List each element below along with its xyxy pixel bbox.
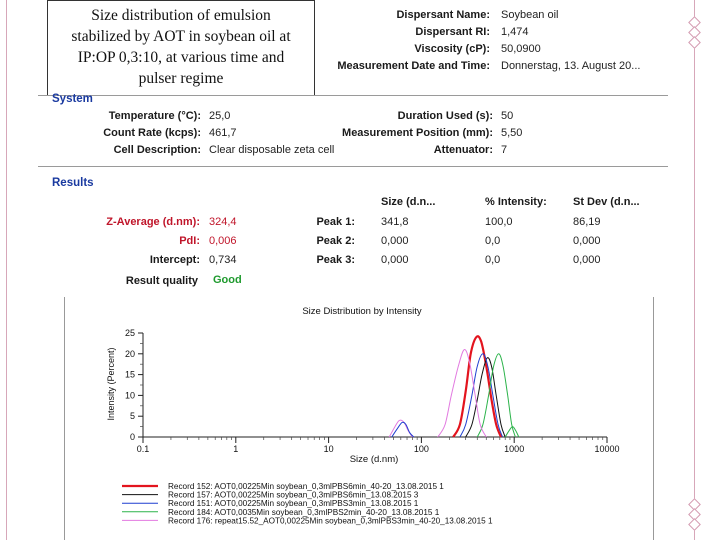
peak-3-size: 0,000 xyxy=(381,254,409,266)
legend-label-1: Record 157: AOT0,00225Min soybean_0,3mlPBS6min_13.08.2015 3 xyxy=(168,490,419,500)
peak-1-label: Peak 1: xyxy=(316,216,355,228)
x-tick-label-1: 1 xyxy=(233,444,239,454)
y-tick-label-4: 20 xyxy=(124,348,135,359)
slide-caption xyxy=(47,0,315,96)
peak-1-size: 341,8 xyxy=(381,216,409,228)
cell-description-label: Cell Description: xyxy=(113,144,201,156)
legend-label-0: Record 152: AOT0,00225Min soybean_0,3mlPBS6min_40-20_13.08.2015 1 xyxy=(168,482,444,491)
measurement-position-label: Measurement Position (mm): xyxy=(342,127,493,139)
count-rate-label: Count Rate (kcps): xyxy=(103,127,201,139)
intercept-label: Intercept: xyxy=(149,254,200,266)
measurement-date-label: Measurement Date and Time: xyxy=(337,60,490,72)
peak-3-intensity: 0,0 xyxy=(485,254,501,266)
viscosity-value: 50,0900 xyxy=(501,43,541,55)
slide-border-right xyxy=(694,0,695,540)
attenuator-label: Attenuator: xyxy=(433,144,493,156)
intercept-value: 0,734 xyxy=(209,254,237,266)
chart-ylabel: Intensity (Percent) xyxy=(106,347,116,421)
pdi-value: 0,006 xyxy=(209,235,237,247)
peak-1-stdev: 86,19 xyxy=(573,216,601,228)
pdi-label: PdI: xyxy=(179,235,200,247)
col-size-header: Size (d.n... xyxy=(381,196,436,208)
y-tick-label-2: 10 xyxy=(124,390,135,401)
peak-2-stdev: 0,000 xyxy=(573,235,601,247)
result-quality-value: Good xyxy=(213,274,242,286)
col-intensity-header: % Intensity: xyxy=(485,196,547,208)
result-quality-label: Result quality xyxy=(125,275,198,287)
duration-label: Duration Used (s): xyxy=(397,110,493,122)
duration-value: 50 xyxy=(501,110,514,122)
chart-xlabel: Size (d.nm) xyxy=(349,454,399,465)
measurement-position-value: 5,50 xyxy=(501,127,523,139)
peak-1-intensity: 100,0 xyxy=(485,216,513,228)
z-average-label: Z-Average (d.nm): xyxy=(106,216,200,228)
temperature-label: Temperature (°C): xyxy=(108,110,201,122)
temperature-value: 25,0 xyxy=(209,110,231,122)
x-tick-label-5: 10000 xyxy=(594,444,620,454)
legend-label-2: Record 151: AOT0,00225Min soybean_0,3mlPBS3min_13.08.2015 1 xyxy=(168,499,419,509)
dispersant-ri-label: Dispersant RI: xyxy=(415,26,490,38)
y-tick-label-3: 15 xyxy=(124,369,135,380)
system-section-title: System xyxy=(52,93,93,105)
results-divider xyxy=(38,166,668,167)
y-tick-label-5: 25 xyxy=(124,328,135,338)
peak-3-label: Peak 3: xyxy=(316,254,355,266)
measurement-date-value: Donnerstag, 13. August 20... xyxy=(501,60,641,72)
legend-label-4: Record 176: repeat15.52_AOT0,00225Min soybean_0,3mlPBS3min_40-20_13.08.2015 1 xyxy=(168,516,493,526)
cell-description-value: Clear disposable zeta cell xyxy=(209,144,335,156)
size-distribution-chart-panel xyxy=(64,297,654,540)
dispersant-ri-value: 1,474 xyxy=(501,26,529,38)
results-section-title: Results xyxy=(52,177,94,189)
peak-2-label: Peak 2: xyxy=(316,235,355,247)
x-tick-label-2: 10 xyxy=(323,444,334,454)
col-stdev-header: St Dev (d.n... xyxy=(573,196,640,208)
viscosity-label: Viscosity (cP): xyxy=(414,43,490,55)
caption-line-1: Size distribution of emulsion xyxy=(91,7,271,24)
dispersant-name-label: Dispersant Name: xyxy=(396,9,490,21)
caption-line-2: stabilized by AOT in soybean oil at xyxy=(71,28,291,45)
peak-2-intensity: 0,0 xyxy=(485,235,501,247)
chart-title: Size Distribution by Intensity xyxy=(302,306,422,317)
legend-label-3: Record 184: AOT0,0035Min soybean_0,3mlPBS2min_40-20_13.08.2015 1 xyxy=(168,507,440,517)
attenuator-value: 7 xyxy=(501,144,508,156)
caption-line-4: pulser regime xyxy=(138,70,224,87)
x-tick-label-4: 1000 xyxy=(504,444,525,454)
peak-3-stdev: 0,000 xyxy=(573,254,601,266)
z-average-value: 324,4 xyxy=(209,216,237,228)
peak-2-size: 0,000 xyxy=(381,235,409,247)
caption-line-3: IP:OP 0,3:10, at various time and xyxy=(77,49,285,66)
count-rate-value: 461,7 xyxy=(209,127,237,139)
x-tick-label-3: 100 xyxy=(413,444,429,454)
border-diamond-3 xyxy=(688,36,701,49)
slide-border-left xyxy=(6,0,7,540)
dispersant-name-value: Soybean oil xyxy=(501,9,559,21)
border-diamond-6 xyxy=(688,518,701,531)
y-tick-label-1: 5 xyxy=(129,411,135,422)
system-divider xyxy=(38,95,668,96)
x-tick-label-0: 0.1 xyxy=(136,444,150,454)
y-tick-label-0: 0 xyxy=(129,432,135,442)
